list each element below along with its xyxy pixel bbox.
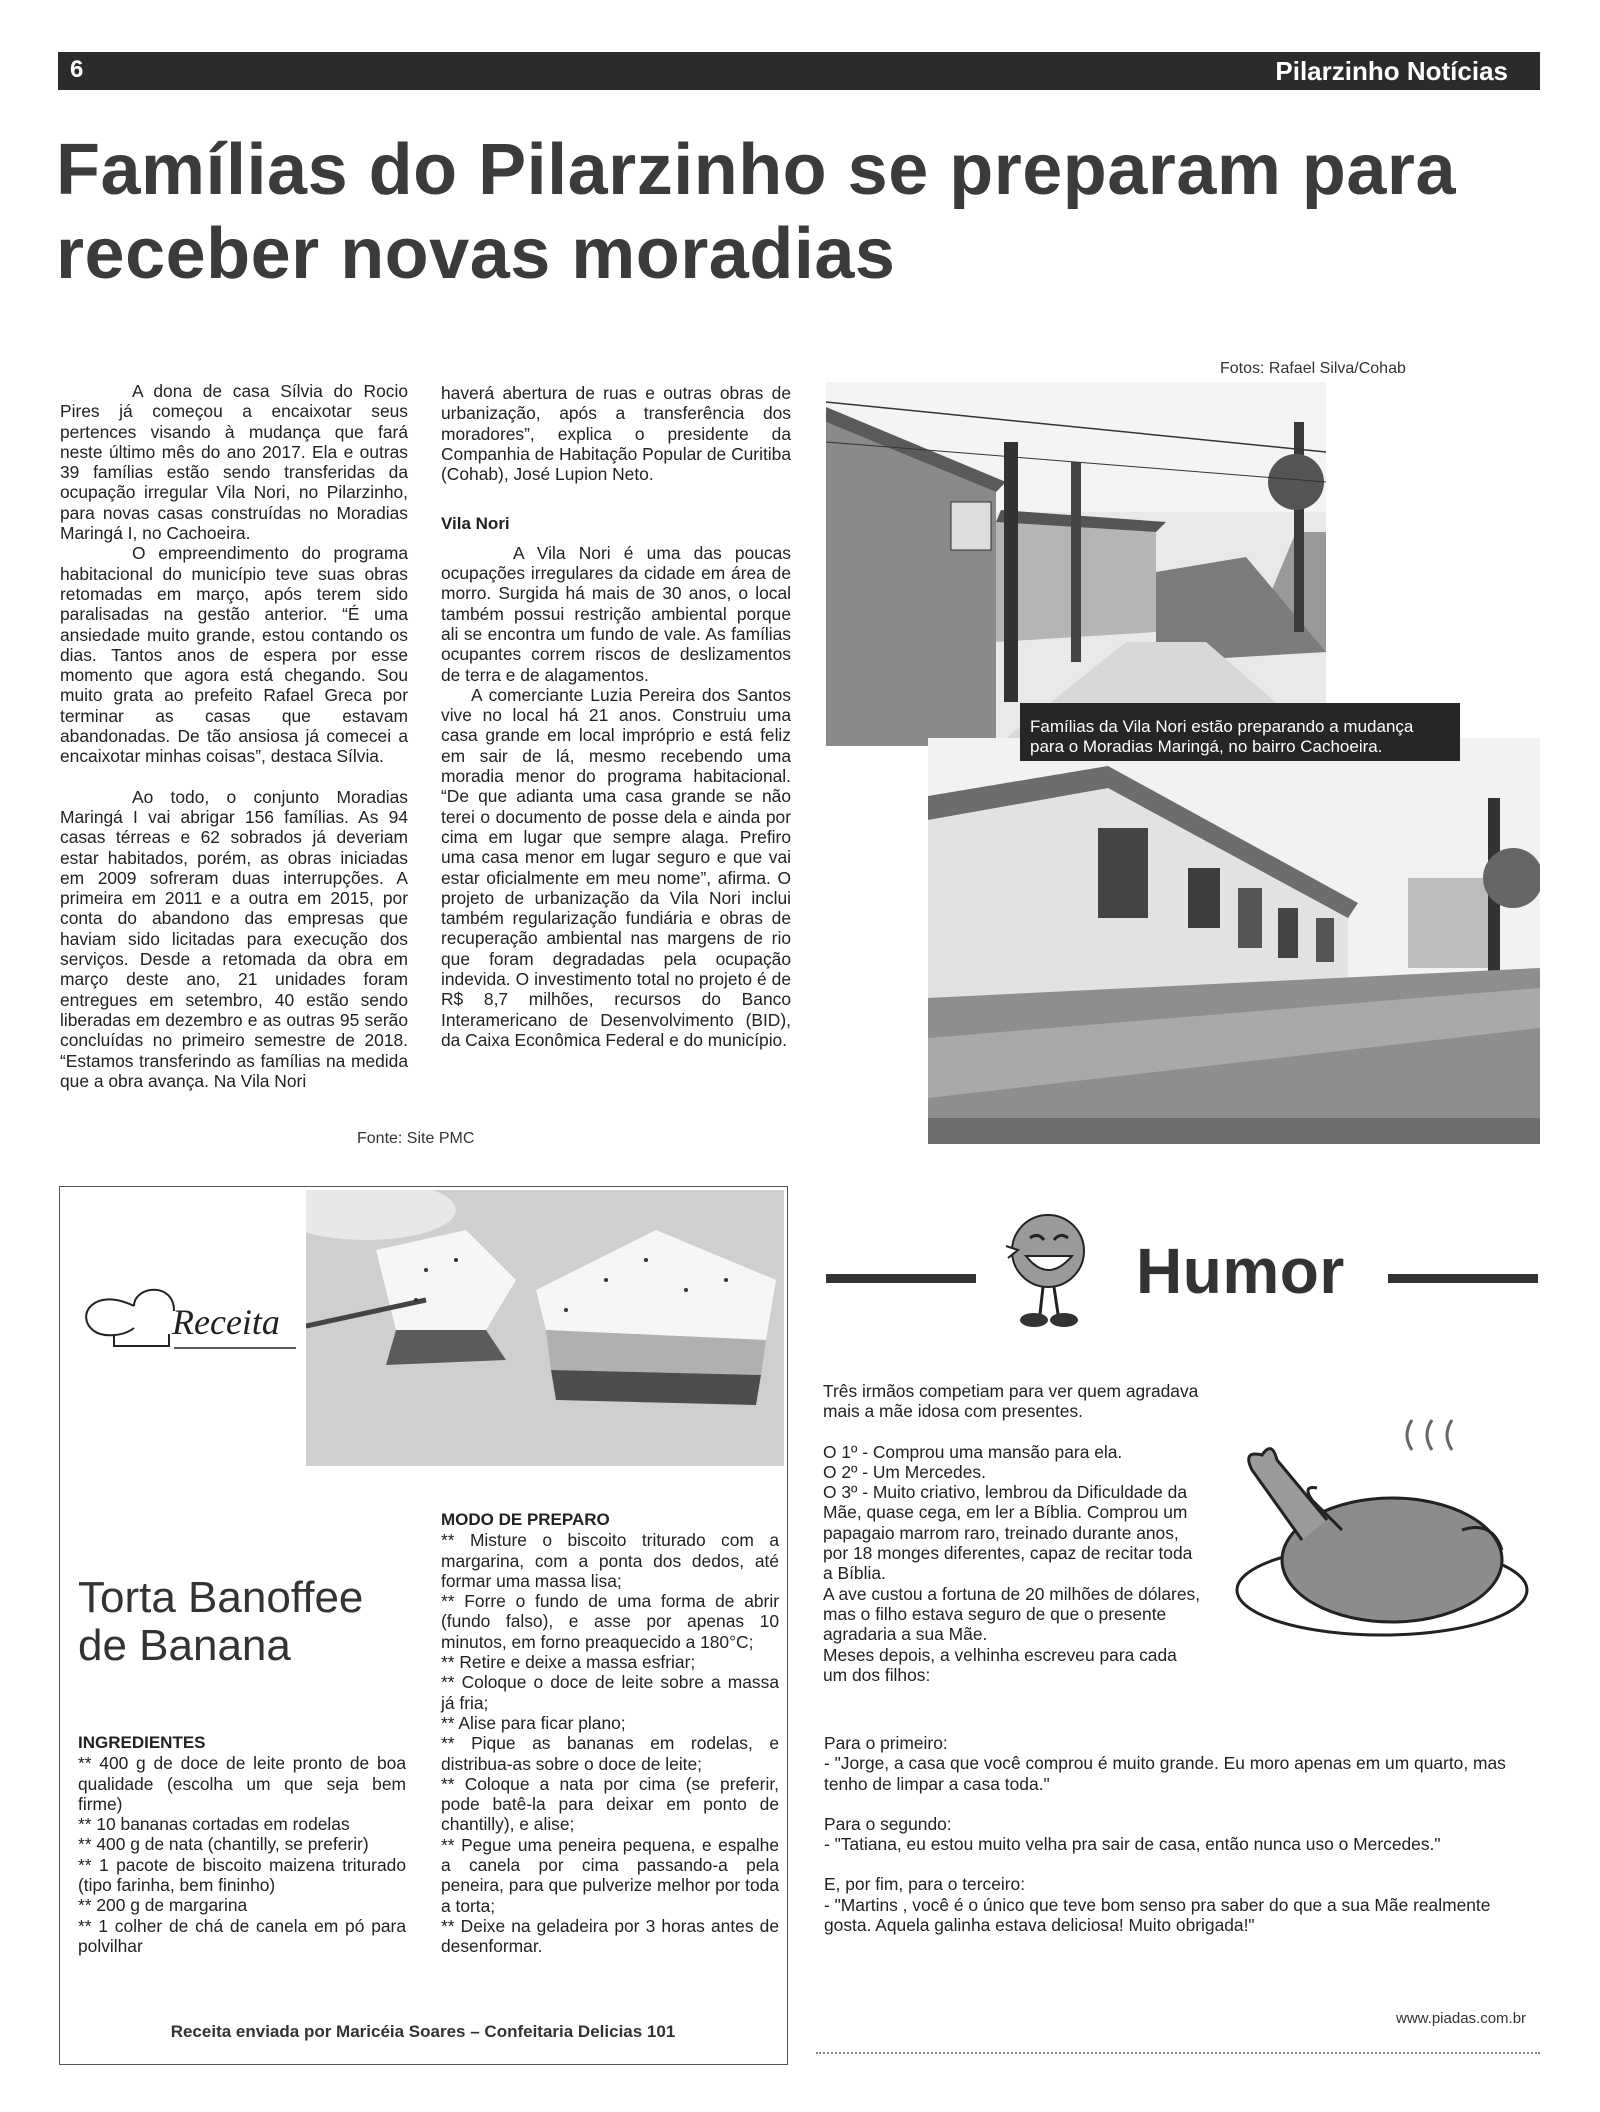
article-source: Fonte: Site PMC xyxy=(357,1130,475,1147)
article-paragraph: A dona de casa Sílvia do Rocio Pires já começou a encaixotar seus pertences visando à mudança que fará neste último mês do ano 2017. Ela e outras 39 famílias estão sendo transferidas da ocupação irregular Vila Nori, no Pilarzinho, para novas casas construídas no Moradias Maringá I, no Cachoeira. xyxy=(60,381,408,544)
newspaper-name: Pilarzinho Notícias xyxy=(1275,56,1508,86)
article-paragraph: O empreendimento do programa habitacional do município teve suas obras retomadas em março, após terem sido paralisadas na gestão anterior. “É uma ansiedade muito grande, estou contando os dias. Tantos anos de espera por esse momento que agora está chegando. Sou muito grata ao prefeito Rafael Greca por terminar as casas que estavam abandonadas. De tão ansiosa já comecei a encaixotar minhas coisas”, destaca Sílvia. xyxy=(60,543,408,767)
page-number: 6 xyxy=(70,56,84,83)
ingredient-item: ** 1 colher de chá de canela em pó para polvilhar xyxy=(78,1915,406,1956)
joke-line xyxy=(824,1794,1524,1814)
recipe-credit: Receita enviada por Maricéia Soares – Confeitaria Delicias 101 xyxy=(170,2022,676,2041)
article-headline: Famílias do Pilarzinho se preparam para receber novas moradias xyxy=(56,130,1456,294)
humor-rule-right xyxy=(1388,1274,1538,1283)
method-step: ** Pique as bananas em rodelas, e distribua-as sobre o doce de leite; xyxy=(441,1733,779,1774)
joke-line: O 2º - Um Mercedes. xyxy=(823,1461,986,1482)
ingredient-item: ** 400 g de nata (chantilly, se preferir) xyxy=(78,1834,369,1855)
joke-line: Meses depois, a velhinha escreveu para cada um dos filhos: xyxy=(823,1644,1177,1685)
ingredients-list xyxy=(78,1733,406,1956)
joke-line: Três irmãos competiam para ver quem agradava mais a mãe idosa com presentes. xyxy=(823,1381,1199,1422)
article-subheading: Vila Nori xyxy=(441,514,510,534)
method-step: ** Misture o biscoito triturado com a margarina, com a ponta dos dedos, até formar uma massa lisa; xyxy=(441,1530,779,1591)
method-heading: MODO DE PREPARO xyxy=(441,1510,610,1529)
laughing-smiley-icon xyxy=(988,1206,1098,1338)
street-photo xyxy=(826,382,1326,746)
humor-title: Humor xyxy=(1136,1235,1345,1307)
banoffee-pie-photo xyxy=(306,1190,784,1466)
method-step: ** Coloque a nata por cima (se preferir, pode batê-la para deixar em ponto de chantilly), e alise; xyxy=(441,1773,779,1835)
method-step: ** Forre o fundo de uma forma de abrir (fundo falso), e asse por apenas 10 minutos, em forno preaquecido a 180°C; xyxy=(441,1591,779,1652)
method-list xyxy=(441,1510,779,1957)
humor-source: www.piadas.com.br xyxy=(1396,2010,1527,2027)
joke-line: O 3º - Muito criativo, lembrou da Dificuldade da Mãe, quase cega, em ler a Bíblia. Comprou um papagaio marrom raro, treinado durante anos, por 18 monges diferentes, capaz de recitar toda a Bíblia. xyxy=(823,1482,1193,1584)
ingredient-item: ** 400 g de doce de leite pronto de boa qualidade (escolha um que seja bem firme) xyxy=(78,1753,406,1814)
photo-caption: Famílias da Vila Nori estão preparando a mudança para o Moradias Maringá, no bairro Cachoeira. xyxy=(1020,703,1460,761)
ingredients-heading: INGREDIENTES xyxy=(78,1733,206,1752)
joke-ending xyxy=(824,1733,1524,1935)
article-paragraph: A comerciante Luzia Pereira dos Santos vive no local há 21 anos. Construiu uma casa grande em local impróprio e está feliz em sair de lá, mesmo recebendo uma moradia menor do programa habitacional. “De que adianta uma casa grande se não terei o documento de posse dela e ainda por cima em lugar que sempre alaga. Prefiro uma casa menor em lugar seguro e que vai estar oficialmente em meu nome”, afirma. O projeto de urbanização da Vila Nori inclui também regularização fundiária e obras de recuperação ambiental nas margens de rio que foram degradadas pela ocupação indevida. O investimento total no projeto é de R$ 8,7 milhões, recursos do Banco Interamericano de Desenvolvimento (BID), da Caixa Econômica Federal e do município. xyxy=(441,684,791,1050)
ingredient-item: ** 200 g de margarina xyxy=(78,1895,248,1916)
method-step: ** Retire e deixe a massa esfriar; xyxy=(441,1652,696,1673)
article-column-1 xyxy=(60,381,408,1091)
recipe-logo xyxy=(74,1276,298,1354)
joke-line: - "Tatiana, eu estou muito velha pra sair de casa, então nunca uso o Mercedes." xyxy=(824,1834,1441,1855)
joke-line: A ave custou a fortuna de 20 milhões de dólares, mas o filho estava seguro de que o presente agradaria a sua Mãe. xyxy=(823,1583,1201,1645)
joke-intro xyxy=(823,1381,1203,1685)
article-column-2 xyxy=(441,383,791,1050)
recipe-title: Torta Banoffee de Banana xyxy=(78,1573,364,1670)
joke-line xyxy=(823,1422,1203,1442)
header-bar xyxy=(58,52,1540,90)
joke-line: Para o segundo: xyxy=(824,1813,952,1834)
joke-line: - "Jorge, a casa que você comprou é muito grande. Eu moro apenas em um quarto, mas tenho de limpar a casa toda." xyxy=(824,1753,1506,1794)
joke-line: E, por fim, para o terceiro: xyxy=(824,1874,1026,1895)
article-paragraph: Ao todo, o conjunto Moradias Maringá I vai abrigar 156 famílias. As 94 casas térreas e 62 sobrados já deveriam estar habitados, porém, as obras iniciadas em 2009 sofreram duas interrupções. A primeira em 2011 e a outra em 2015, por conta do abandono das empresas que haviam sido licitadas para execução dos serviços. Desde a retomada da obra em março deste ano, 21 unidades foram entregues em setembro, 40 estão sendo liberadas em dezembro e as outras 95 serão concluídas no primeiro semestre de 2018. “Estamos transferindo as famílias na medida que a obra avança. Na Vila Nori xyxy=(60,786,408,1091)
dotted-divider xyxy=(816,2052,1540,2054)
ingredient-item: ** 1 pacote de biscoito maizena triturado (tipo farinha, bem fininho) xyxy=(78,1854,406,1896)
recipe-logo-text: Receita xyxy=(172,1302,280,1342)
ingredient-item: ** 10 bananas cortadas em rodelas xyxy=(78,1814,350,1835)
joke-line: O 1º - Comprou uma mansão para ela. xyxy=(823,1441,1123,1462)
article-paragraph: A Vila Nori é uma das poucas ocupações irregulares da cidade em área de morro. Surgida há mais de 30 anos, o local também possui restrição ambiental porque ali se encontra um fundo de vale. As famílias ocupantes correm riscos de deslizamentos de terra e de alagamentos. xyxy=(441,542,791,685)
new-houses-photo xyxy=(928,738,1540,1144)
humor-rule-left xyxy=(826,1274,976,1283)
method-step: ** Deixe na geladeira por 3 horas antes de desenformar. xyxy=(441,1915,779,1957)
joke-line: Para o primeiro: xyxy=(824,1733,948,1753)
joke-line xyxy=(824,1854,1524,1874)
joke-line: - "Martins , você é o único que teve bom senso pra saber do que a sua Mãe realmente gosta. Aquela galinha estava deliciosa! Muito obrigada!" xyxy=(824,1894,1491,1936)
method-step: ** Pegue uma peneira pequena, e espalhe a canela por cima passando-a pela peneira, para que pulverize melhor por toda a torta; xyxy=(441,1834,779,1916)
method-step: ** Coloque o doce de leite sobre a massa já fria; xyxy=(441,1672,779,1713)
roast-chicken-icon xyxy=(1232,1410,1532,1650)
method-step: ** Alise para ficar plano; xyxy=(441,1712,626,1733)
photo-credit: Fotos: Rafael Silva/Cohab xyxy=(1220,360,1406,377)
article-paragraph: haverá abertura de ruas e outras obras de urbanização, após a transferência dos moradores”, explica o presidente da Companhia de Habitação Popular de Curitiba (Cohab), José Lupion Neto. xyxy=(441,383,791,485)
